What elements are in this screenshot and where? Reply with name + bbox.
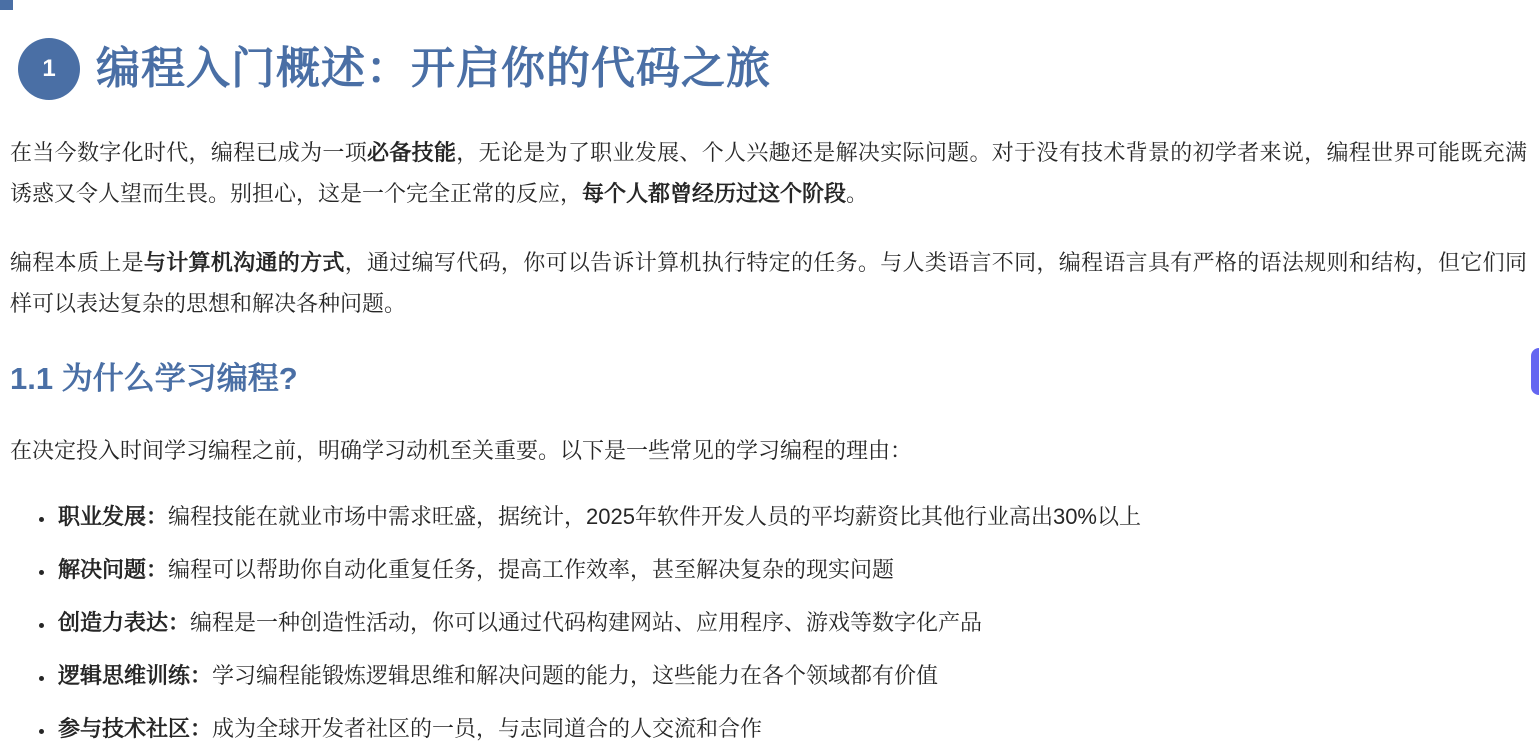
- section-lead-paragraph: 在决定投入时间学习编程之前，明确学习动机至关重要。以下是一些常见的学习编程的理由：: [10, 438, 913, 463]
- document-header: [0, 0, 1539, 100]
- bullet-desc: 编程可以帮助你自动化重复任务，提高工作效率，甚至解决复杂的现实问题: [168, 557, 895, 582]
- bullet-term: 参与技术社区：: [58, 716, 213, 741]
- bold-text: 与计算机沟通的方式: [143, 250, 345, 275]
- list-item: [56, 713, 1527, 744]
- chapter-number-badge: 1: [18, 38, 80, 100]
- text-run: 编程本质上是: [10, 250, 144, 275]
- floating-side-button[interactable]: [1531, 348, 1539, 395]
- intro-paragraph-1: [10, 132, 1527, 214]
- intro-paragraph-2: [10, 242, 1527, 324]
- bullet-term: 创造力表达：: [58, 610, 191, 635]
- bullet-desc: 学习编程能锻炼逻辑思维和解决问题的能力，这些能力在各个领域都有价值: [212, 663, 939, 688]
- text-run: ，通过编写代码，你可以告诉计算机执行特定的任务。与人类语言不同，编程语言具有严格的语法规则和结构，但它们同样可以表达复杂的思想和解决各种问题。: [10, 250, 1527, 316]
- bullet-desc: 编程是一种创造性活动，你可以通过代码构建网站、应用程序、游戏等数字化产品: [190, 610, 983, 635]
- bullet-desc: 成为全球开发者社区的一员，与志同道合的人交流和合作: [212, 716, 763, 741]
- text-run: 在当今数字化时代，编程已成为一项: [10, 140, 368, 165]
- bullet-term: 职业发展：: [58, 504, 169, 529]
- page-title: 编程入门概述：开启你的代码之旅: [96, 43, 771, 93]
- reasons-list: [10, 501, 1527, 744]
- list-item: [56, 501, 1527, 532]
- text-run: ，无论是为了职业发展、个人兴趣还是解决实际问题。对于没有技术背景的初学者来说，编程世界可能既充满诱惑又令人望而生畏。别担心，这是一个完全正常的反应，: [10, 140, 1527, 206]
- text-run: 。: [846, 181, 869, 206]
- bold-text: 每个人都曾经历过这个阶段: [582, 181, 847, 206]
- bullet-term: 逻辑思维训练：: [58, 663, 213, 688]
- bullet-desc: 编程技能在就业市场中需求旺盛，据统计，2025年软件开发人员的平均薪资比其他行业高出30%以上: [168, 504, 1141, 529]
- list-item: [56, 554, 1527, 585]
- section-heading-1-1: 1.1 为什么学习编程?: [10, 361, 298, 396]
- list-item: [56, 607, 1527, 638]
- bullet-term: 解决问题：: [58, 557, 169, 582]
- bold-text: 必备技能: [367, 140, 457, 165]
- document-body: [0, 132, 1539, 744]
- top-left-accent: [0, 0, 13, 10]
- list-item: [56, 660, 1527, 691]
